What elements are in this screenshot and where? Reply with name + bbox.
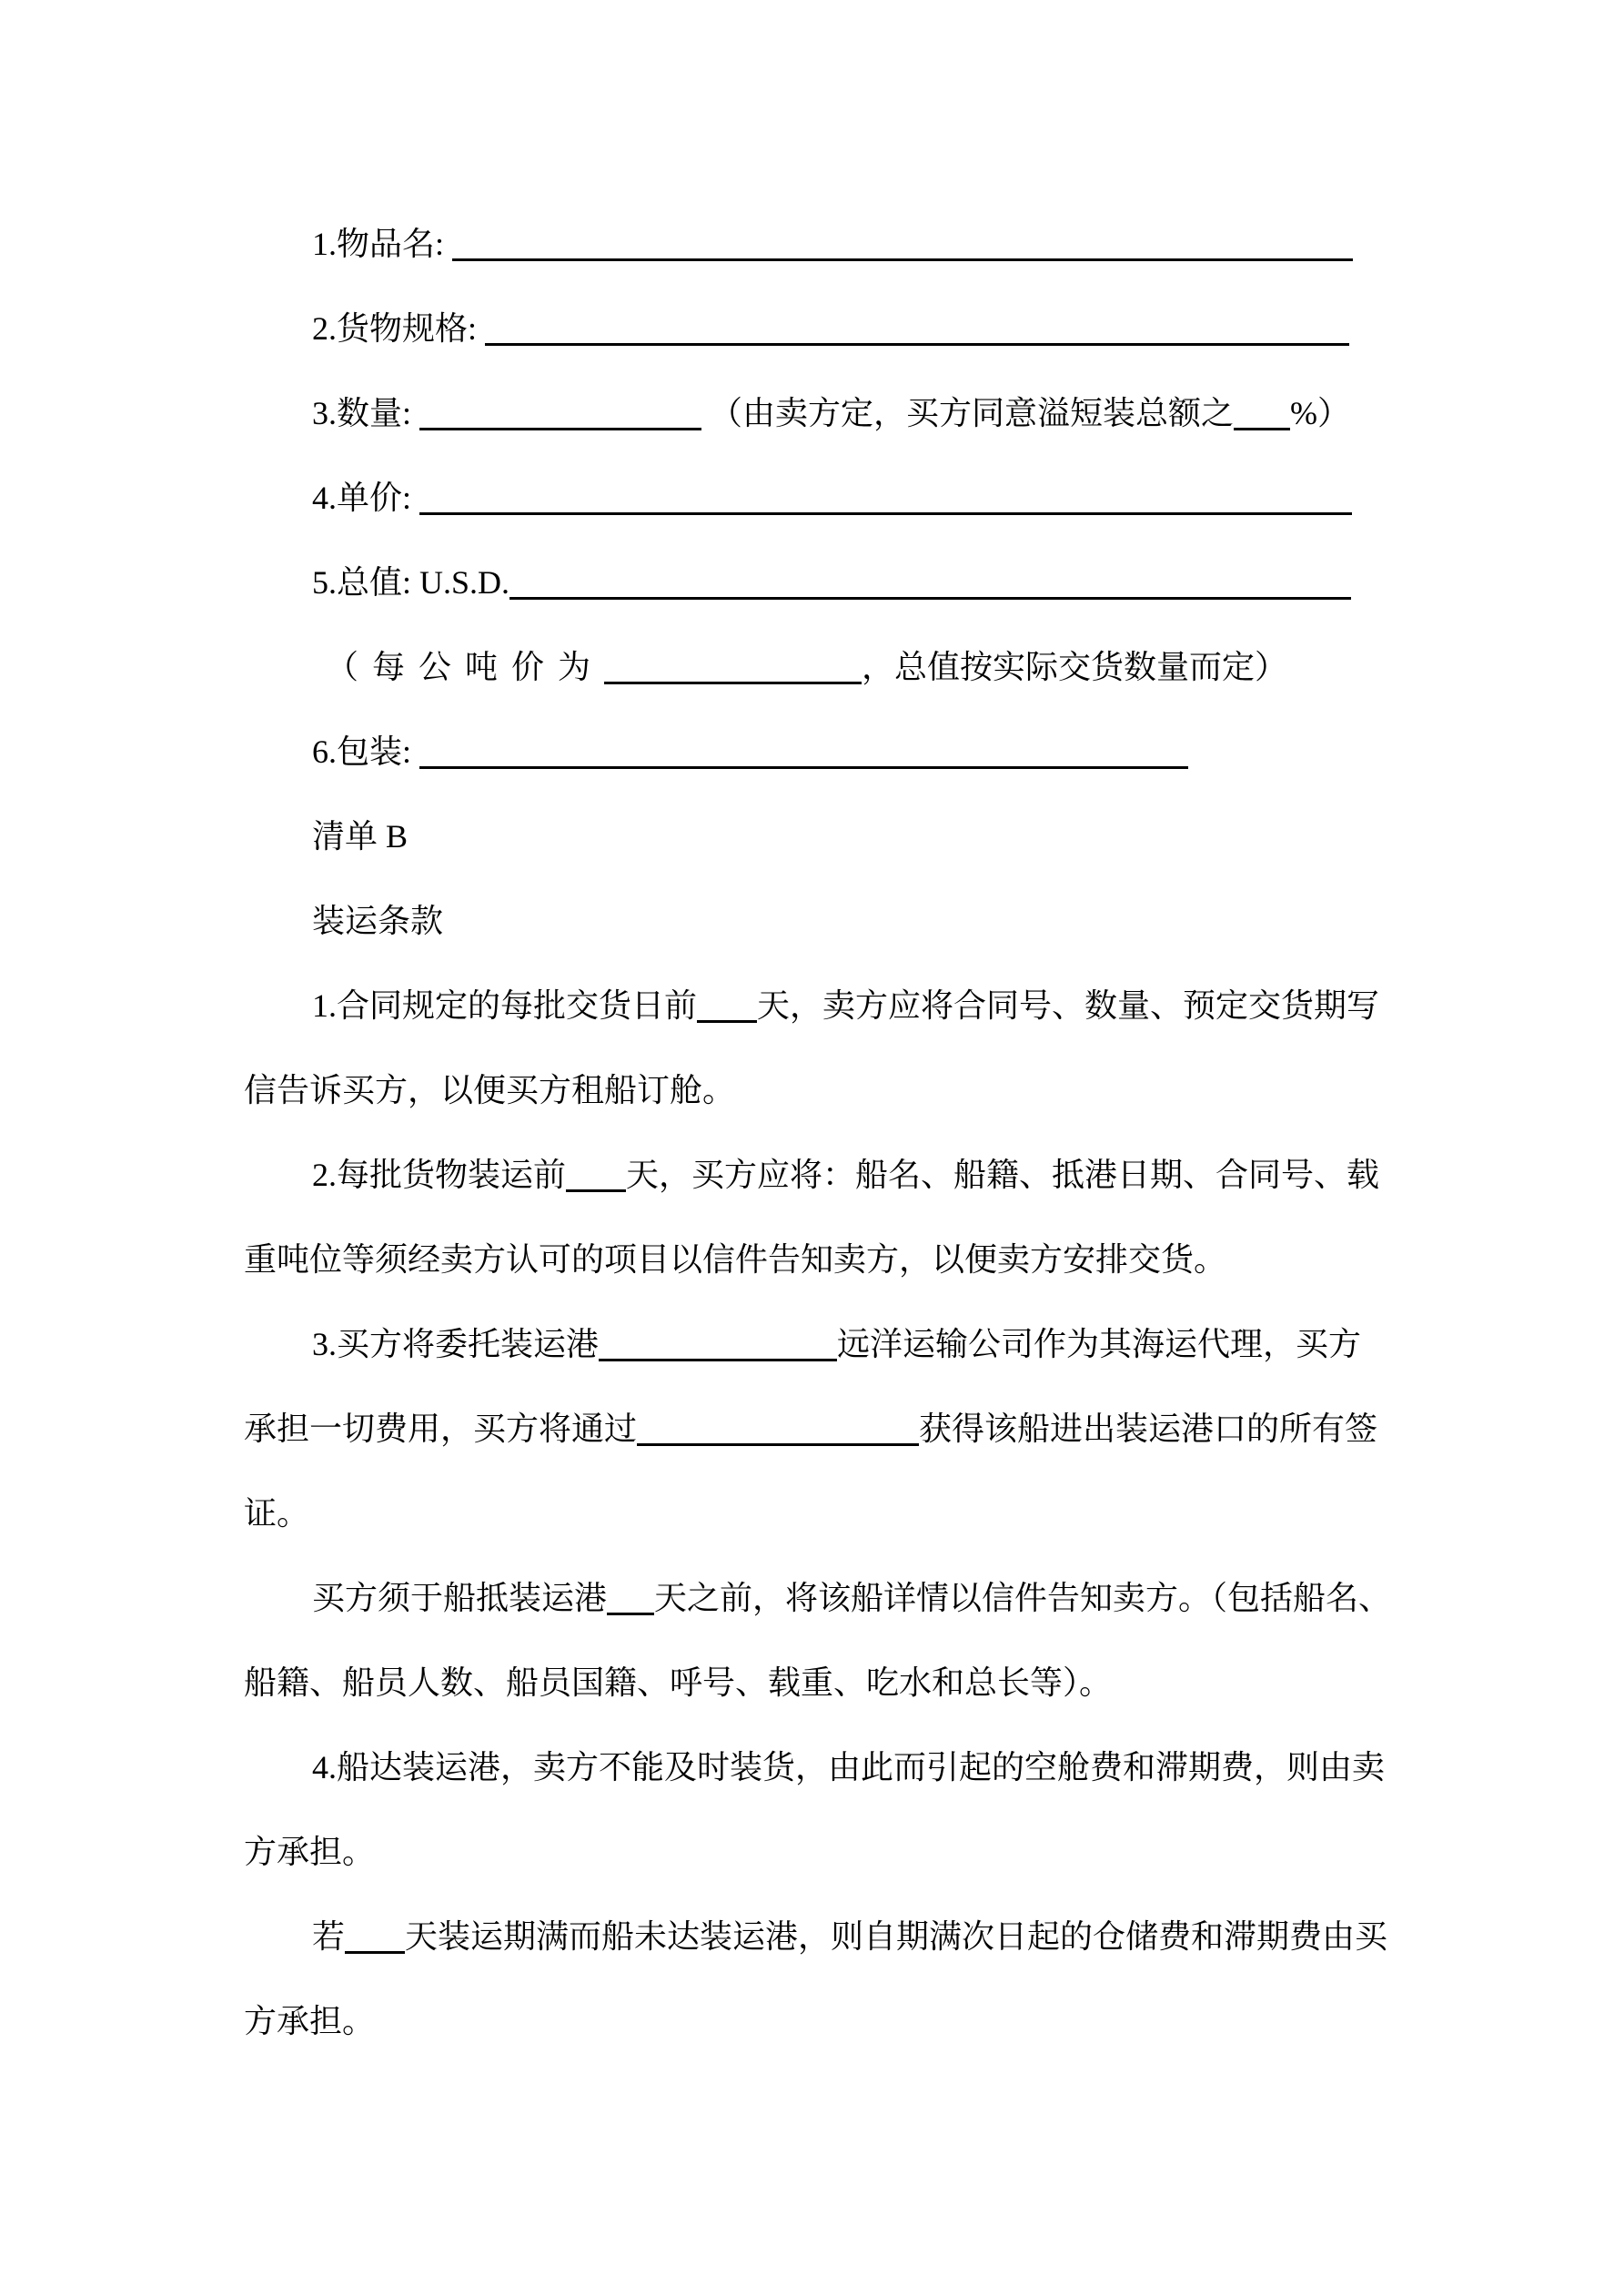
line-text: 方承担。 — [244, 2003, 376, 2039]
line-text: 方承担。 — [244, 1834, 376, 1870]
document-line — [0, 371, 1624, 456]
blank-field — [604, 681, 862, 684]
document-line — [0, 1895, 1624, 1979]
line-text: 5.总值: U.S.D. — [312, 564, 510, 601]
document-line list-b-heading — [0, 794, 1624, 879]
line-text: 1.合同规定的每批交货日前 — [312, 987, 698, 1024]
line-text: （每公吨价为 — [326, 649, 605, 685]
line-text: 2.货物规格: — [312, 310, 486, 347]
blank-field — [697, 1019, 757, 1023]
line-text: 6.包装: — [312, 733, 420, 770]
blank-field — [452, 258, 1353, 261]
document-line — [0, 541, 1624, 625]
document-line — [0, 1302, 1624, 1387]
line-text: ，总值按实际交货数量而定） — [862, 649, 1288, 685]
line-text: 天，买方应将：船名、船籍、抵港日期、合同号、载 — [626, 1157, 1380, 1193]
line-text: 装运条款 — [312, 903, 444, 939]
blank-field — [607, 1612, 654, 1615]
line-text: 买方须于船抵装运港 — [312, 1580, 608, 1616]
line-text: 信告诉买方，以便买方租船订舱。 — [244, 1072, 736, 1108]
document-line — [0, 1725, 1624, 1810]
line-text: 天之前，将该船详情以信件告知卖方。（包括船名、 — [654, 1580, 1392, 1616]
line-text: （由卖方定，买方同意溢短装总额之 — [701, 395, 1235, 431]
line-text: 获得该船进出装运港口的所有签 — [919, 1411, 1378, 1447]
line-text: 船籍、船员人数、船员国籍、呼号、载重、吃水和总长等）。 — [244, 1664, 1113, 1701]
document-line — [0, 1556, 1624, 1641]
blank-field — [599, 1358, 837, 1361]
line-text: 4.船达装运港，卖方不能及时装货，由此而引起的空舱费和滞期费，则由卖 — [312, 1749, 1386, 1785]
line-text: 承担一切费用，买方将通过 — [244, 1411, 638, 1447]
blank-field — [485, 342, 1349, 346]
document-line — [0, 1218, 1624, 1302]
document-line — [0, 1979, 1624, 2064]
line-text: 远洋运输公司作为其海运代理，买方 — [837, 1326, 1362, 1362]
document-line — [0, 964, 1624, 1048]
line-text: 4.单价: — [312, 480, 420, 516]
document-line — [0, 1387, 1624, 1472]
document-line — [0, 287, 1624, 371]
document-line shipping-terms-heading — [0, 879, 1624, 964]
blank-field — [345, 1950, 405, 1954]
blank-field — [1234, 427, 1290, 430]
blank-field — [419, 427, 701, 430]
document-line — [0, 1048, 1624, 1133]
line-text: 若 — [312, 1918, 346, 1955]
line-text: 2.每批货物装运前 — [312, 1157, 567, 1193]
document-line — [0, 1810, 1624, 1895]
document-content — [0, 202, 1624, 2064]
document-line — [0, 456, 1624, 541]
blank-field — [419, 765, 1188, 769]
document-line — [0, 1472, 1624, 1556]
blank-field — [419, 511, 1352, 515]
document-line — [0, 710, 1624, 794]
line-text: 3.买方将委托装运港 — [312, 1326, 600, 1362]
document-line — [0, 1133, 1624, 1218]
document-line — [0, 1641, 1624, 1725]
line-text: 天，卖方应将合同号、数量、预定交货期写 — [757, 987, 1380, 1024]
blank-field — [637, 1442, 919, 1446]
line-text: 1.物品名: — [312, 226, 453, 262]
document-line — [0, 202, 1624, 287]
line-text: 3.数量: — [312, 395, 420, 431]
blank-field — [509, 596, 1351, 600]
line-text: 清单 B — [312, 818, 409, 855]
line-text: 天装运期满而船未达装运港，则自期满次日起的仓储费和滞期费由买 — [405, 1918, 1388, 1955]
line-text: %） — [1290, 395, 1351, 431]
line-text: 证。 — [244, 1495, 310, 1532]
line-text: 重吨位等须经卖方认可的项目以信件告知卖方，以便卖方安排交货。 — [244, 1241, 1227, 1278]
blank-field — [566, 1188, 626, 1192]
document-line — [0, 625, 1624, 710]
